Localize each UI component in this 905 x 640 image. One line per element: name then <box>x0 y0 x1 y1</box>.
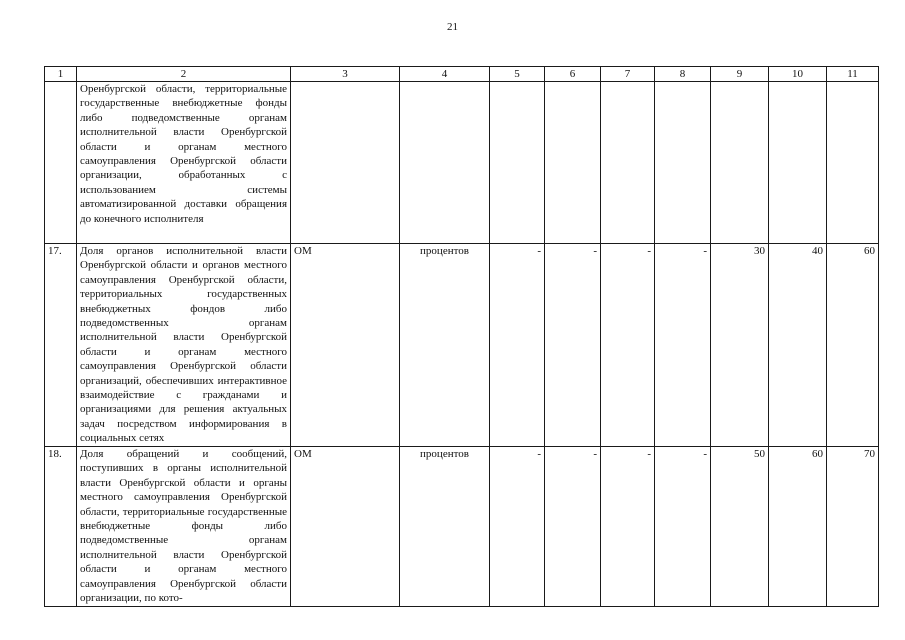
value-col-11: 70 <box>827 447 879 607</box>
header-cell-1: 1 <box>45 67 77 82</box>
header-cell-11: 11 <box>827 67 879 82</box>
header-cell-4: 4 <box>400 67 490 82</box>
value-col-6 <box>545 82 601 244</box>
page-number: 21 <box>447 21 458 33</box>
value-col-5 <box>490 82 545 244</box>
table-row <box>45 447 879 607</box>
indicator-source: ОМ <box>291 244 400 447</box>
indicator-name: Доля органов исполнительной власти Оренбургской области и органов местного самоуправления Оренбургской области, территориальных государственных внебюджетных фондов либо подведомственных органам исполнительной власти Оренбургской области и органам местного самоуправления Оренбургской области организаций, обеспечивших интерактивное взаимодействие с гражданами и организациями для решения актуальных задач посредством информирования в социальных сетях <box>77 244 291 447</box>
table-row <box>45 82 879 244</box>
header-cell-9: 9 <box>711 67 769 82</box>
row-number <box>45 82 77 244</box>
row-number: 18. <box>45 447 77 607</box>
header-cell-10: 10 <box>769 67 827 82</box>
header-cell-3: 3 <box>291 67 400 82</box>
header-cell-6: 6 <box>545 67 601 82</box>
header-row <box>45 67 879 82</box>
indicator-source <box>291 82 400 244</box>
value-col-9: 30 <box>711 244 769 447</box>
value-col-6: - <box>545 244 601 447</box>
value-col-5: - <box>490 447 545 607</box>
value-col-8: - <box>655 447 711 607</box>
header-cell-7: 7 <box>601 67 655 82</box>
indicator-unit: процентов <box>400 244 490 447</box>
value-col-6: - <box>545 447 601 607</box>
value-col-10: 60 <box>769 447 827 607</box>
value-col-9 <box>711 82 769 244</box>
row-number: 17. <box>45 244 77 447</box>
indicator-unit <box>400 82 490 244</box>
value-col-10: 40 <box>769 244 827 447</box>
value-col-7: - <box>601 244 655 447</box>
indicator-name: Доля обращений и сообщений, поступивших в органы исполнительной власти Оренбургской области и органы местного самоуправления Оренбургской области, территориальные государственные внебюджетные фонды либо подведомственные органам исполнительной власти Оренбургской области и органам местного самоуправления Оренбургской области организации, по кото- <box>77 447 291 607</box>
table-row <box>45 244 879 447</box>
value-col-11 <box>827 82 879 244</box>
indicator-unit: процентов <box>400 447 490 607</box>
value-col-10 <box>769 82 827 244</box>
value-col-8 <box>655 82 711 244</box>
header-cell-8: 8 <box>655 67 711 82</box>
value-col-11: 60 <box>827 244 879 447</box>
header-cell-2: 2 <box>77 67 291 82</box>
value-col-7 <box>601 82 655 244</box>
indicator-source: ОМ <box>291 447 400 607</box>
value-col-9: 50 <box>711 447 769 607</box>
value-col-7: - <box>601 447 655 607</box>
value-col-5: - <box>490 244 545 447</box>
value-col-8: - <box>655 244 711 447</box>
indicators-table <box>44 66 879 607</box>
header-cell-5: 5 <box>490 67 545 82</box>
indicator-name: Оренбургской области, территориальные государственные внебюджетные фонды либо подведомственные органам исполнительной власти Оренбургской области и органам местного самоуправления Оренбургской области организации, обработанных с использованием системы автоматизированной доставки обращения до конечного исполнителя <box>77 82 291 244</box>
